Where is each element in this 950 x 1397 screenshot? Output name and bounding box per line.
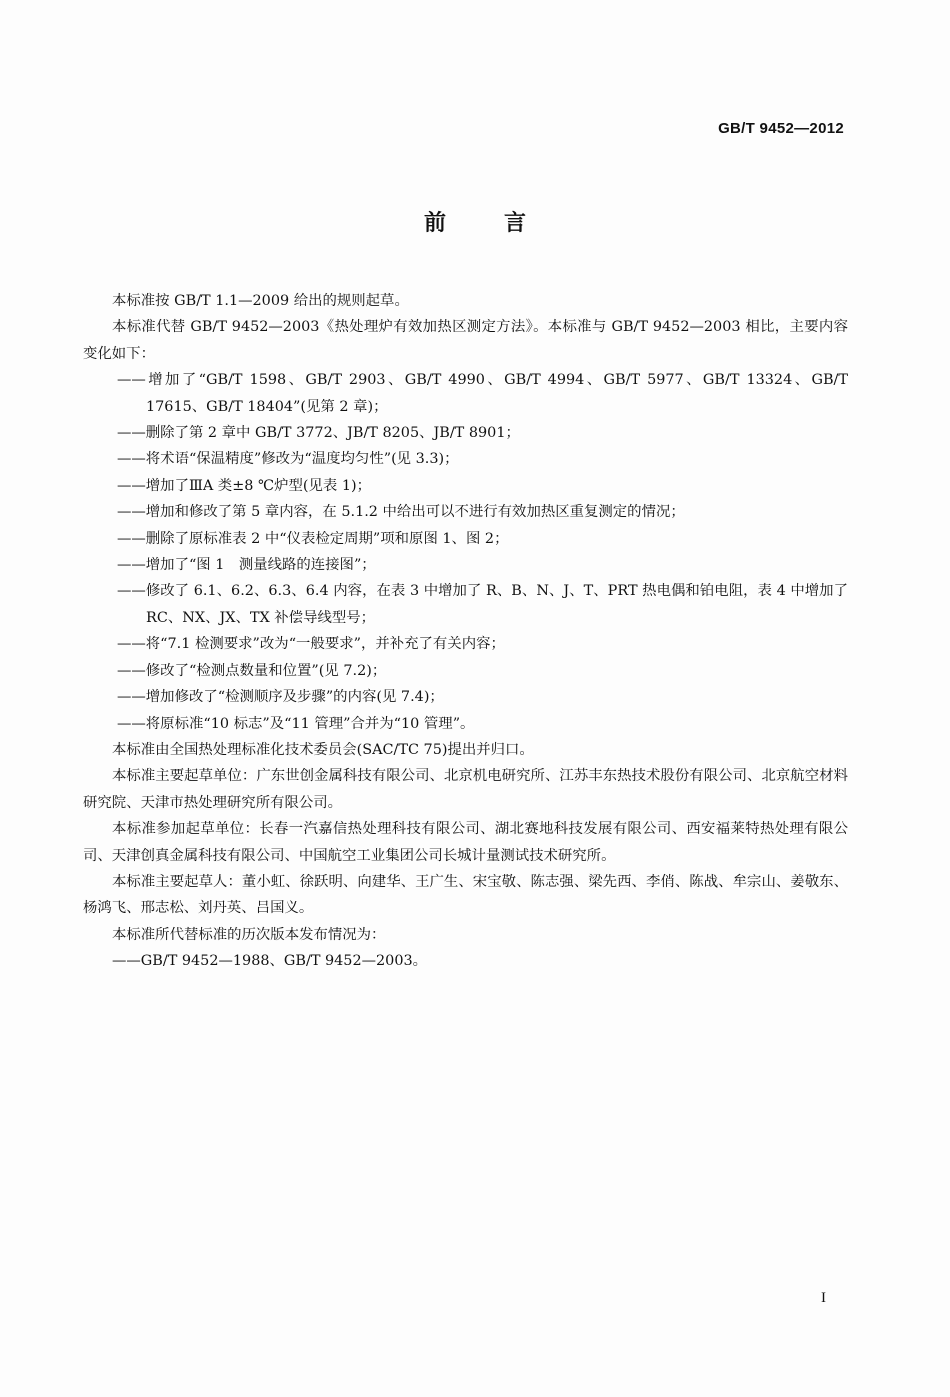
change-item: ——增加了ⅢA 类±8 ℃炉型(见表 1)； (117, 477, 371, 494)
paragraph-main-drafters: 本标准主要起草人：董小虹、徐跃明、向建华、王广生、宋宝敬、陈志强、梁先西、李俏、陈战、牟宗山、姜敬东、杨鸿飞、邢志松、刘丹英、吕国义。 (83, 873, 848, 917)
change-item: ——删除了第 2 章中 GB/T 3772、JB/T 8205、JB/T 8901； (117, 425, 520, 442)
paragraph-main-drafters-units: 本标准主要起草单位：广东世创金属科技有限公司、北京机电研究所、江苏丰东热技术股份有限公司、北京航空材料研究院、天津市热处理研究所有限公司。 (83, 768, 848, 811)
change-item: ——增加了“图 1 测量线路的连接图”； (117, 557, 376, 574)
paragraph-history-intro: 本标准所代替标准的历次版本发布情况为： (112, 926, 386, 943)
paragraph-drafting-rules: 本标准按 GB/T 1.1—2009 给出的规则起草。 (112, 293, 409, 309)
change-item: ——将术语“保温精度”修改为“温度均匀性”(见 3.3)； (117, 451, 459, 468)
page-number: I (821, 1290, 826, 1306)
change-item: ——增加和修改了第 5 章内容，在 5.1.2 中给出可以不进行有效加热区重复测定的情况； (117, 504, 685, 521)
change-item: ——增加了“GB/T 1598、GB/T 2903、GB/T 4990、GB/T 4994、GB/T 5977、GB/T 13324、GB/T 17615、GB/T 18404”(见第 2 章)； (117, 372, 848, 415)
change-item: ——将原标准“10 标志”及“11 管理”合并为“10 管理”。 (117, 715, 475, 732)
change-item: ——修改了“检测点数量和位置”(见 7.2)； (117, 662, 387, 679)
standard-code: GB/T 9452—2012 (718, 120, 844, 137)
page-title: 前言 (423, 211, 584, 236)
paragraph-replacement: 本标准代替 GB/T 9452—2003《热处理炉有效加热区测定方法》。本标准与 GB/T 9452—2003 相比，主要内容变化如下： (83, 319, 848, 362)
paragraph-participating-units: 本标准参加起草单位：长春一汽嘉信热处理科技有限公司、湖北赛地科技发展有限公司、西安福莱特热处理有限公司、天津创真金属科技有限公司、中国航空工业集团公司长城计量测试技术研究所。 (83, 821, 848, 864)
history-item: ——GB/T 9452—1988、GB/T 9452—2003。 (112, 953, 428, 970)
foreword-body (83, 288, 848, 975)
change-item: ——修改了 6.1、6.2、6.3、6.4 内容，在表 3 中增加了 R、B、N、J、T、PRT 热电偶和铂电阻，表 4 中增加了 RC、NX、JX、TX 补偿导线型号； (117, 583, 848, 626)
change-item: ——删除了原标准表 2 中“仪表检定周期”项和原图 1、图 2； (117, 530, 509, 547)
paragraph-proposer: 本标准由全国热处理标准化技术委员会(SAC/TC 75)提出并归口。 (112, 741, 534, 758)
change-item: ——将“7.1 检测要求”改为“一般要求”，并补充了有关内容； (117, 636, 505, 653)
change-item: ——增加修改了“检测顺序及步骤”的内容(见 7.4)； (117, 689, 444, 706)
